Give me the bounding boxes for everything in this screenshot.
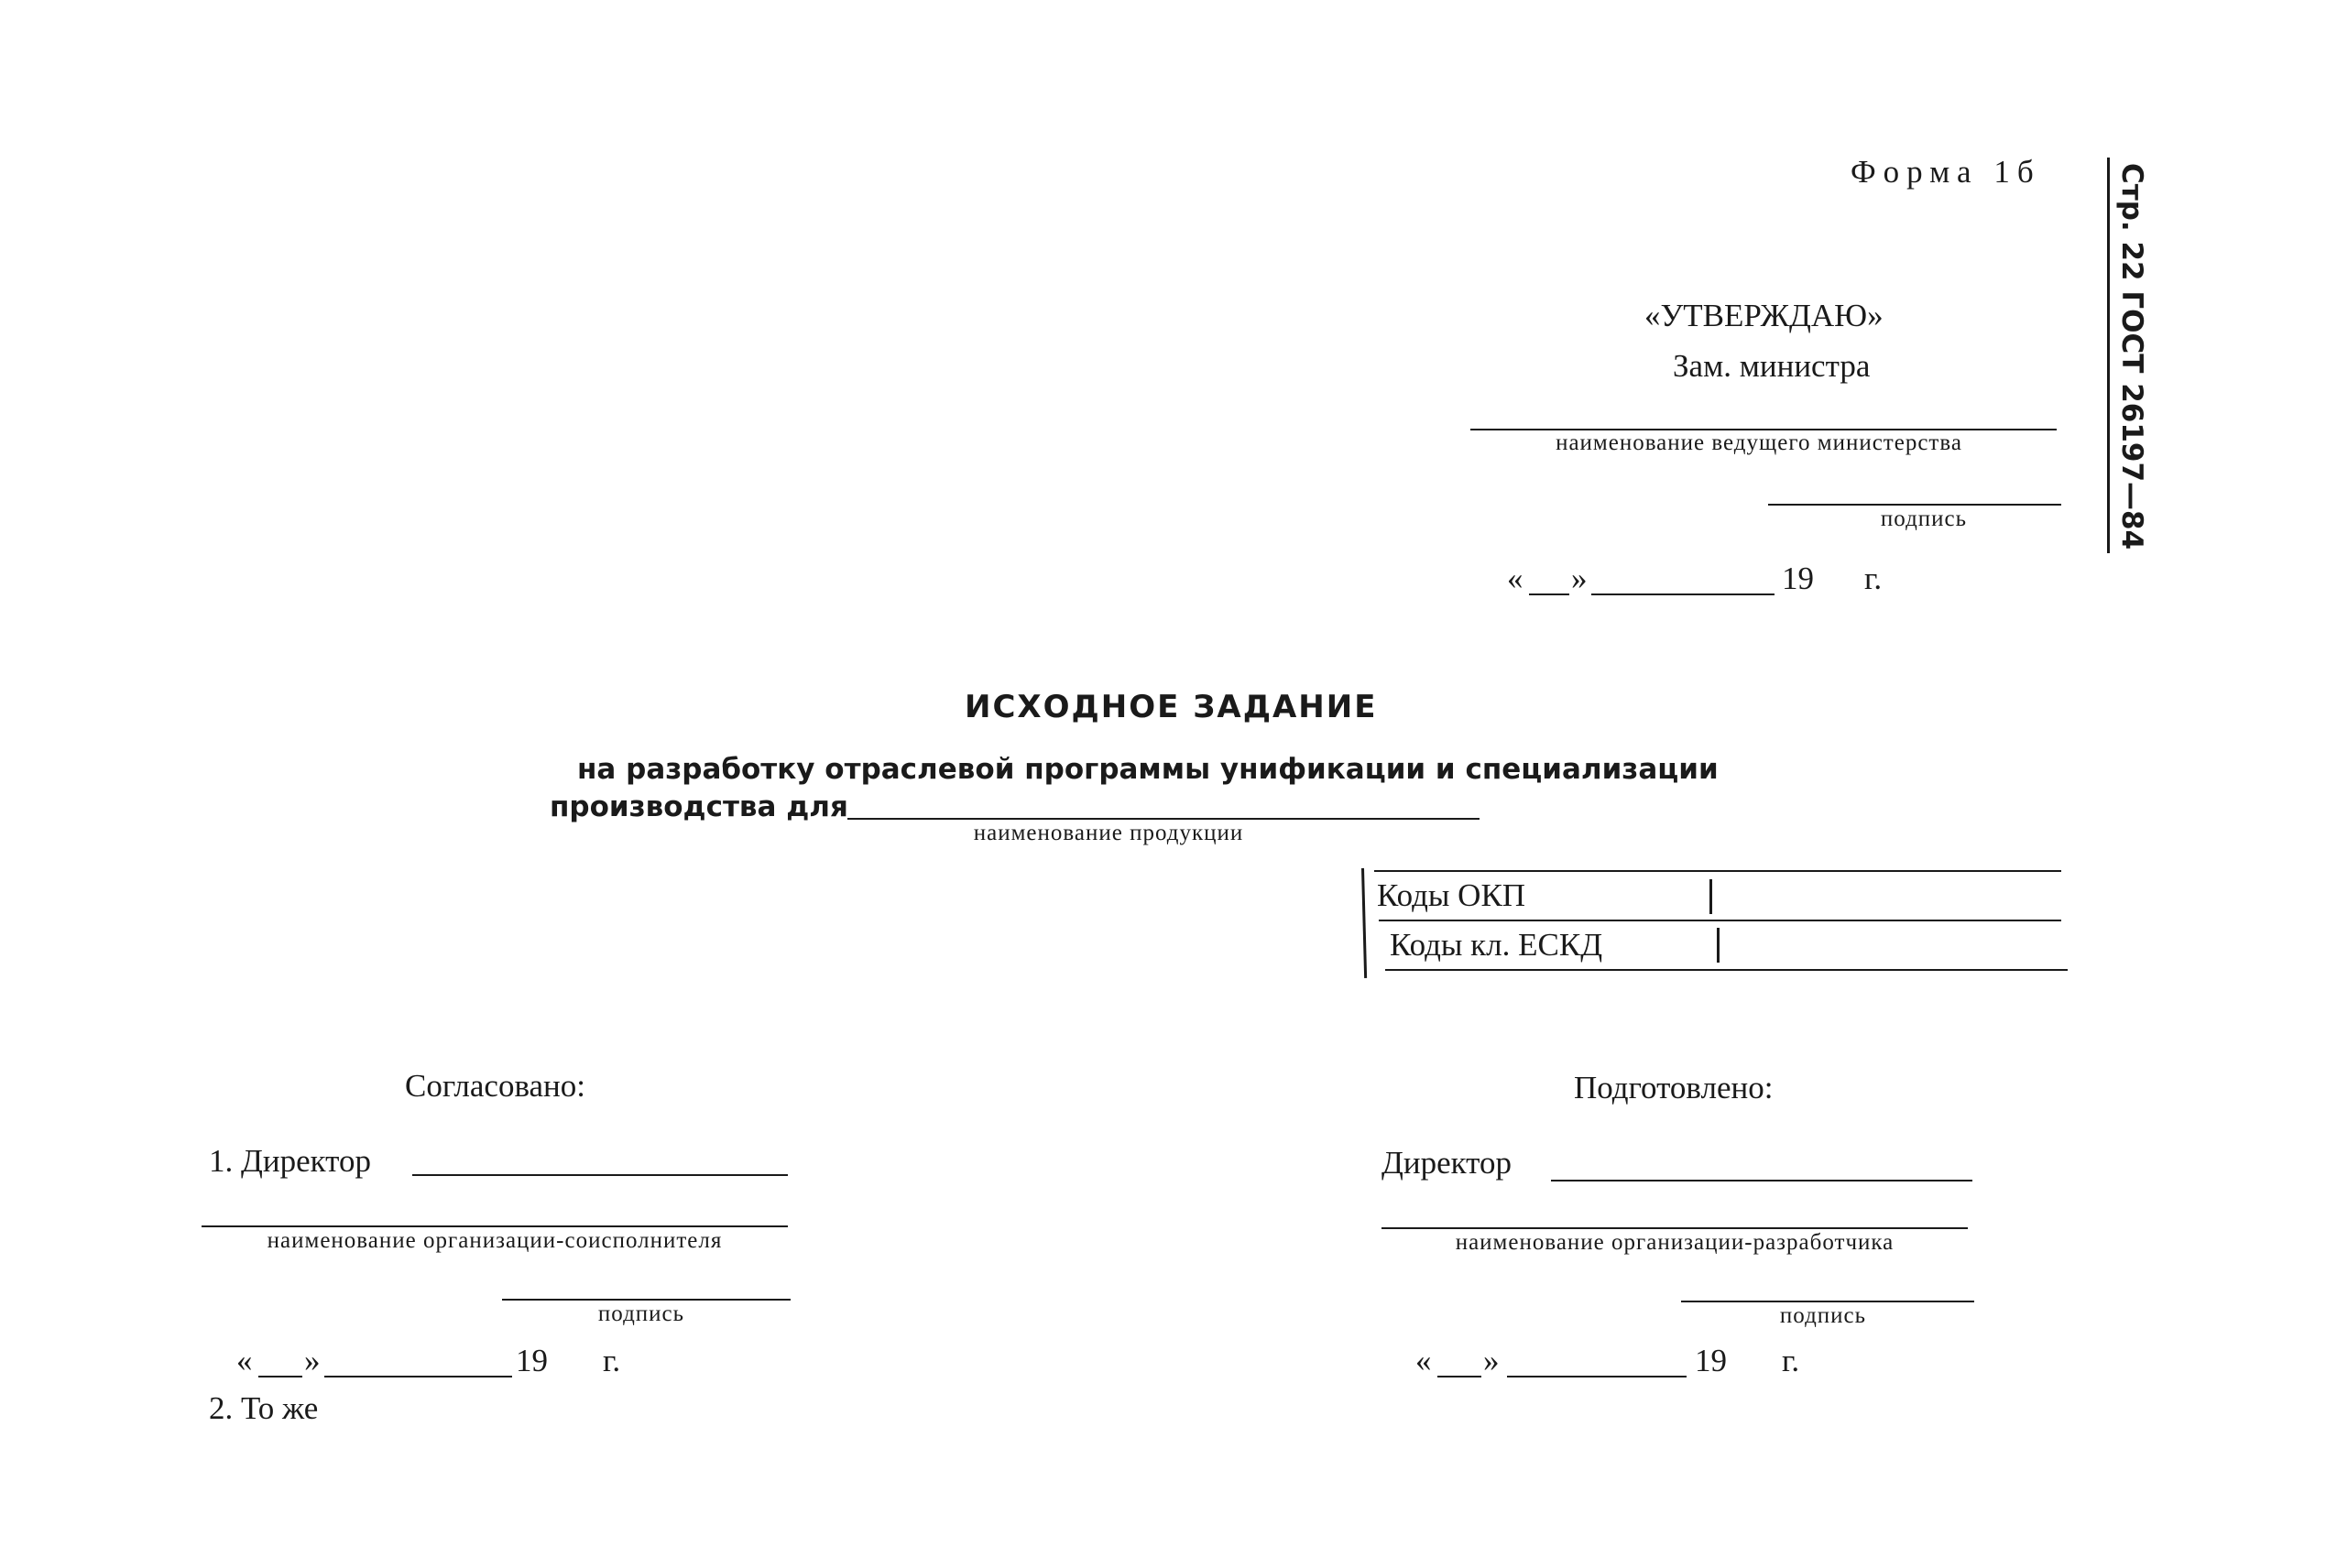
approval-date-day-line[interactable] xyxy=(1529,593,1569,595)
agreed-director-line[interactable] xyxy=(412,1174,788,1176)
ministry-caption: наименование ведущего министерства xyxy=(1556,430,1962,455)
approval-date-open: « xyxy=(1507,561,1523,596)
agreed-date-suffix: г. xyxy=(603,1343,621,1378)
codes-bottom-line xyxy=(1385,969,2068,971)
product-caption: наименование продукции xyxy=(973,821,1244,845)
document-subtitle-line1: на разработку отраслевой программы унификации и специализации xyxy=(577,753,1719,786)
agreed-date xyxy=(236,1343,649,1388)
prepared-org-caption: наименование организации-разработчика xyxy=(1455,1230,1895,1255)
document-subtitle-line2: производства для xyxy=(550,790,848,823)
prepared-date-suffix: г. xyxy=(1782,1343,1800,1378)
agreed-director-label: 1. Директор xyxy=(209,1143,372,1179)
approval-date xyxy=(1507,561,1919,606)
agreed-date-open: « xyxy=(236,1343,253,1378)
prepared-director-label: Директор xyxy=(1381,1145,1512,1181)
agreed-date-year: 19 xyxy=(516,1343,548,1378)
agreed-date-close: » xyxy=(304,1343,321,1378)
prepared-org-line[interactable] xyxy=(1381,1227,1968,1229)
prepared-date-day-line[interactable] xyxy=(1437,1376,1481,1377)
agreed-date-month-line[interactable] xyxy=(324,1376,512,1377)
codes-okp-label: Коды ОКП xyxy=(1377,877,1526,913)
approval-signature-caption: подпись xyxy=(1880,506,1968,531)
prepared-date xyxy=(1415,1343,1828,1388)
prepared-signature-line[interactable] xyxy=(1681,1301,1974,1302)
codes-okp-divider xyxy=(1709,879,1712,914)
codes-middle-line xyxy=(1379,920,2061,921)
approval-signature-line[interactable] xyxy=(1768,504,2061,506)
prepared-signature-caption: подпись xyxy=(1779,1303,1867,1328)
agreed-signature-caption: подпись xyxy=(597,1301,685,1326)
document-title: ИСХОДНОЕ ЗАДАНИЕ xyxy=(965,689,1378,725)
product-line[interactable] xyxy=(847,818,1480,820)
approver-position: Зам. министра xyxy=(1673,348,1871,384)
approval-date-suffix: г. xyxy=(1864,561,1883,596)
form-label: Форма 1б xyxy=(1851,154,2041,190)
approve-label: «УТВЕРЖДАЮ» xyxy=(1644,298,1884,333)
prepared-date-year: 19 xyxy=(1695,1343,1727,1378)
agreed-org-caption: наименование организации-соисполнителя xyxy=(267,1228,723,1253)
agreed-signature-line[interactable] xyxy=(502,1299,791,1301)
approval-date-close: » xyxy=(1571,561,1588,596)
prepared-director-line[interactable] xyxy=(1551,1180,1972,1181)
side-rule xyxy=(2107,158,2110,553)
agreed-same: 2. То же xyxy=(209,1390,319,1426)
agreed-heading: Согласовано: xyxy=(405,1068,586,1104)
prepared-date-open: « xyxy=(1415,1343,1432,1378)
agreed-date-day-line[interactable] xyxy=(258,1376,302,1377)
approval-date-year: 19 xyxy=(1782,561,1814,596)
side-reference: Стр. 22 ГОСТ 26197—84 xyxy=(2115,163,2148,550)
codes-eskd-label: Коды кл. ЕСКД xyxy=(1390,927,1603,963)
prepared-date-close: » xyxy=(1483,1343,1500,1378)
codes-top-line xyxy=(1374,870,2061,872)
prepared-heading: Подготовлено: xyxy=(1574,1070,1774,1105)
codes-left-border xyxy=(1361,868,1367,978)
codes-eskd-divider xyxy=(1717,928,1720,963)
approval-date-month-line[interactable] xyxy=(1591,593,1775,595)
agreed-org-line[interactable] xyxy=(202,1225,788,1227)
prepared-date-month-line[interactable] xyxy=(1507,1376,1687,1377)
